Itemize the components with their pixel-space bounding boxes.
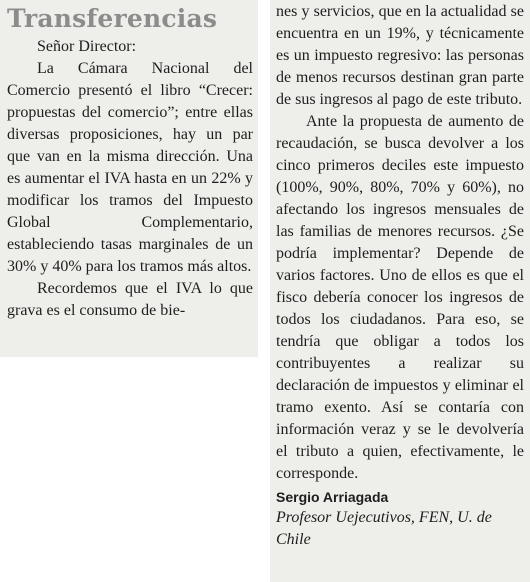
author-name: Sergio Arriagada <box>276 489 389 505</box>
article-title: Transferencias <box>7 4 218 33</box>
paragraph-1: La Cámara Nacional del Comercio presentó el libro “Crecer: propuestas del comercio”; entre ellas diversas proposiciones, hay un par que van en la misma dirección. Una es aumentar el IVA hasta en un 22% y modificar los tramos del Impuesto Global Complementario, estableciendo tasas marginales de un 30% y 40% para los tramos más altos. <box>7 60 253 275</box>
author-role: Profesor Uejecutivos, FEN, U. de Chile <box>276 509 492 548</box>
paragraph-2-start: Recordemos que el IVA lo que grava es el consumo de bie- <box>7 280 253 319</box>
right-column <box>270 0 530 582</box>
paragraph-2-end: nes y servicios, que en la actualidad se encuentra en un 19%, y técnicamente es un impuesto regresivo: las personas de menos recursos destinan gran parte de sus ingresos al pago de este tributo. <box>276 3 524 108</box>
paragraph-3: Ante la propuesta de aumento de recaudación, se busca devolver a los cinco primeros deciles este impuesto (100%, 90%, 80%, 70% y 60%), no afectando los ingresos mensuales de las familias de menores recursos. ¿Se podría implementar? Depende de varios factores. Uno de ellos es que el fisco debería conocer los ingresos de todos los ciudadanos. Para eso, se tendría que obligar a todos los contribuyentes a realizar su declaración de impuestos y eliminar el tramo exento. Así se contaría con información veraz y se le devolvería el tributo a quien, efectivamente, le corresponde. <box>276 113 524 482</box>
left-column <box>0 0 258 357</box>
greeting: Señor Director: <box>37 38 137 55</box>
